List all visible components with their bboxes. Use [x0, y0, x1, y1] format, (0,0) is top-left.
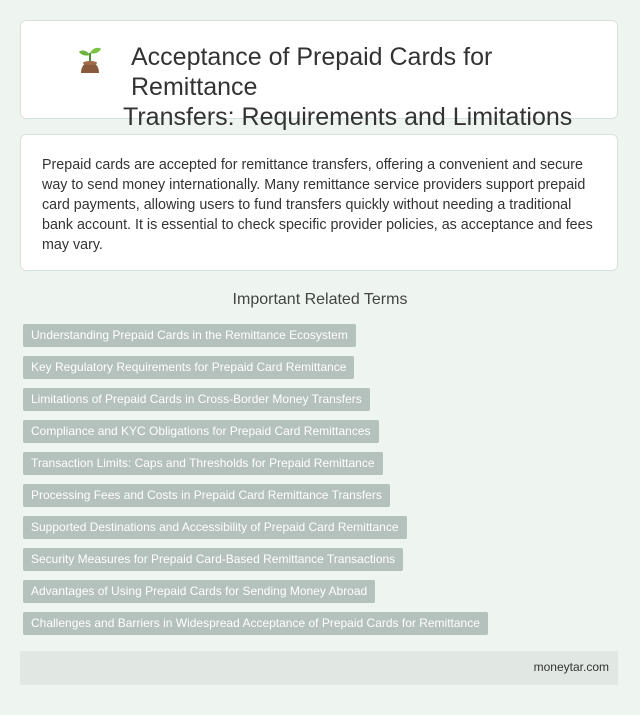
related-term-tag[interactable]: Challenges and Barriers in Widespread Acceptance of Prepaid Cards for Remittance [23, 612, 488, 635]
related-term-tag[interactable]: Key Regulatory Requirements for Prepaid Card Remittance [23, 356, 354, 379]
page-title [79, 42, 597, 132]
related-term-tag[interactable]: Limitations of Prepaid Cards in Cross-Border Money Transfers [23, 388, 370, 411]
intro-text: Prepaid cards are accepted for remittance transfers, offering a convenient and secure way to send money internationally. Many remittance service providers support prepaid card payments, allowing users to fund transfers quickly without needing a traditional bank account. It is essential to check specific provider policies, as acceptance and fees may vary. [42, 157, 593, 253]
related-term-tag[interactable]: Understanding Prepaid Cards in the Remittance Ecosystem [23, 324, 356, 347]
related-term-tag[interactable]: Processing Fees and Costs in Prepaid Card Remittance Transfers [23, 484, 390, 507]
related-term-tag[interactable]: Transaction Limits: Caps and Thresholds for Prepaid Remittance [23, 452, 383, 475]
intro-card [20, 134, 618, 271]
title-wrap [79, 42, 597, 132]
related-term-tag[interactable]: Security Measures for Prepaid Card-Based Remittance Transactions [23, 548, 403, 571]
related-terms-list [23, 324, 488, 644]
related-term-tag[interactable]: Advantages of Using Prepaid Cards for Sending Money Abroad [23, 580, 375, 603]
sprout-icon [77, 46, 103, 74]
related-term-tag[interactable]: Compliance and KYC Obligations for Prepaid Card Remittances [23, 420, 379, 443]
related-terms-heading: Important Related Terms [232, 291, 408, 308]
title-card [20, 20, 618, 131]
title-line-2: Transfers: Requirements and Limitations [123, 103, 573, 131]
footer-site: moneytar.com [533, 660, 609, 674]
title-line-1: Acceptance of Prepaid Cards for Remittance [131, 43, 493, 101]
footer [20, 651, 618, 685]
related-term-tag[interactable]: Supported Destinations and Accessibility of Prepaid Card Remittance [23, 516, 407, 539]
